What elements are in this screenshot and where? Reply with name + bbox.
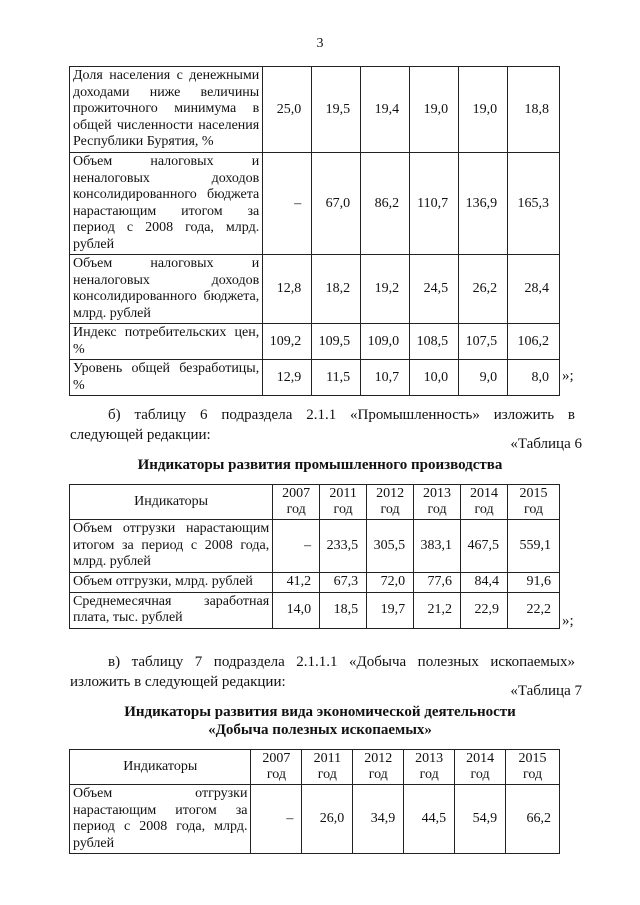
header-indicators: Индикаторы [70, 485, 273, 520]
year-value: 2015 [519, 486, 548, 501]
year-value: 2007 [282, 486, 311, 501]
table7-mining-indicators [69, 749, 560, 854]
year-value: 2013 [423, 486, 452, 501]
year-unit: год [470, 767, 490, 782]
row-value: 109,5 [312, 324, 361, 360]
row-value: 19,4 [361, 67, 410, 153]
year-unit: год [286, 502, 306, 517]
row-label: Объем налоговых и неналоговых доходов консолидированного бюджета, млрд. рублей [70, 255, 263, 324]
table-header-row [70, 750, 560, 785]
row-value: 66,2 [506, 785, 560, 854]
row-value: 44,5 [404, 785, 455, 854]
row-value: 233,5 [320, 520, 367, 573]
table-row [70, 785, 560, 854]
row-value: 10,0 [410, 360, 459, 396]
table-closing-quote: »; [562, 368, 574, 384]
header-year [367, 485, 414, 520]
header-year [461, 485, 508, 520]
row-value: 26,0 [302, 785, 353, 854]
row-value: 19,5 [312, 67, 361, 153]
row-value: 8,0 [508, 360, 560, 396]
header-year [320, 485, 367, 520]
table6-title: Индикаторы развития промышленного производства [137, 457, 503, 473]
row-value: 54,9 [455, 785, 506, 854]
row-value: 110,7 [410, 153, 459, 255]
year-unit: год [317, 767, 337, 782]
row-value: 21,2 [414, 592, 461, 628]
row-value: 136,9 [459, 153, 508, 255]
indicators-table-continued [69, 66, 560, 396]
row-value: 19,0 [459, 67, 508, 153]
row-value: – [273, 520, 320, 573]
row-value: 19,0 [410, 67, 459, 153]
row-value: 77,6 [414, 572, 461, 592]
year-value: 2014 [470, 486, 499, 501]
row-value: 467,5 [461, 520, 508, 573]
year-value: 2007 [262, 751, 291, 766]
row-value: 24,5 [410, 255, 459, 324]
row-value: 86,2 [361, 153, 410, 255]
row-label: Объем отгрузки нарастающим итогом за период с 2008 года, млрд. рублей [70, 785, 251, 854]
table7-reference: «Таблица 7 [510, 683, 582, 699]
page-number: 3 [316, 36, 324, 51]
year-unit: год [368, 767, 388, 782]
amendment-paragraph-b: б) таблицу 6 подраздела 2.1.1 «Промышленность» изложить в следующей редакции: [70, 407, 575, 443]
row-label: Объем отгрузки, млрд. рублей [70, 572, 273, 592]
row-value: 19,2 [361, 255, 410, 324]
row-value: 559,1 [508, 520, 560, 573]
header-year [251, 750, 302, 785]
row-value: 26,2 [459, 255, 508, 324]
row-value: 19,7 [367, 592, 414, 628]
row-value: 109,0 [361, 324, 410, 360]
row-label: Индекс потребительских цен, % [70, 324, 263, 360]
header-year [273, 485, 320, 520]
row-label: Объем отгрузки нарастающим итогом за период с 2008 года, млрд. рублей [70, 520, 273, 573]
year-unit: год [427, 502, 447, 517]
year-value: 2012 [364, 751, 393, 766]
year-value: 2013 [415, 751, 444, 766]
header-year [414, 485, 461, 520]
table-row [70, 255, 560, 324]
row-value: 108,5 [410, 324, 459, 360]
table-row [70, 324, 560, 360]
row-value: 14,0 [273, 592, 320, 628]
amendment-paragraph-c: в) таблицу 7 подраздела 2.1.1.1 «Добыча полезных ископаемых» изложить в следующей редакции: [70, 654, 575, 690]
row-value: 107,5 [459, 324, 508, 360]
table-header-row [70, 485, 560, 520]
row-label: Уровень общей безработицы, % [70, 360, 263, 396]
row-value: 84,4 [461, 572, 508, 592]
row-value: 18,2 [312, 255, 361, 324]
row-value: 383,1 [414, 520, 461, 573]
table-row [70, 153, 560, 255]
row-value: 12,9 [263, 360, 312, 396]
header-year [302, 750, 353, 785]
header-year [455, 750, 506, 785]
header-year [506, 750, 560, 785]
row-value: 22,9 [461, 592, 508, 628]
row-value: 67,0 [312, 153, 361, 255]
table-row [70, 67, 560, 153]
year-value: 2014 [466, 751, 495, 766]
year-unit: год [266, 767, 286, 782]
row-label: Среднемесячная заработная плата, тыс. рублей [70, 592, 273, 628]
year-value: 2011 [329, 486, 357, 501]
table-row [70, 572, 560, 592]
row-value: 11,5 [312, 360, 361, 396]
table6-closing-quote: »; [562, 613, 574, 629]
table-row [70, 360, 560, 396]
year-unit: год [522, 767, 543, 782]
row-value: 165,3 [508, 153, 560, 255]
row-label: Объем налоговых и неналоговых доходов консолидированного бюджета нарастающим итогом за период с 2008 года, млрд. рублей [70, 153, 263, 255]
header-year [353, 750, 404, 785]
row-value: 18,5 [320, 592, 367, 628]
row-value: 25,0 [263, 67, 312, 153]
table-row [70, 520, 560, 573]
year-value: 2012 [376, 486, 405, 501]
header-year [404, 750, 455, 785]
year-unit: год [333, 502, 353, 517]
year-value: 2011 [313, 751, 342, 766]
year-unit: год [380, 502, 400, 517]
year-unit: год [419, 767, 439, 782]
year-value: 2015 [518, 751, 547, 766]
table-row [70, 592, 560, 628]
table6-reference: «Таблица 6 [510, 436, 582, 452]
row-value: 109,2 [263, 324, 312, 360]
row-value: 18,8 [508, 67, 560, 153]
row-value: 72,0 [367, 572, 414, 592]
year-unit: год [523, 502, 544, 517]
row-value: 9,0 [459, 360, 508, 396]
table7-title-line1: Индикаторы развития вида экономической деятельности [124, 704, 516, 720]
row-value: 34,9 [353, 785, 404, 854]
table6-industrial-indicators [69, 484, 560, 629]
row-value: 305,5 [367, 520, 414, 573]
row-value: 12,8 [263, 255, 312, 324]
row-label: Доля населения с денежными доходами ниже величины прожиточного минимума в общей численности населения Республики Бурятия, % [70, 67, 263, 153]
row-value: 28,4 [508, 255, 560, 324]
row-value: 41,2 [273, 572, 320, 592]
row-value: – [263, 153, 312, 255]
row-value: – [251, 785, 302, 854]
year-unit: год [474, 502, 494, 517]
row-value: 91,6 [508, 572, 560, 592]
header-year [508, 485, 560, 520]
row-value: 10,7 [361, 360, 410, 396]
table7-title-line2: «Добыча полезных ископаемых» [208, 722, 432, 738]
header-indicators: Индикаторы [70, 750, 251, 785]
row-value: 22,2 [508, 592, 560, 628]
row-value: 106,2 [508, 324, 560, 360]
row-value: 67,3 [320, 572, 367, 592]
